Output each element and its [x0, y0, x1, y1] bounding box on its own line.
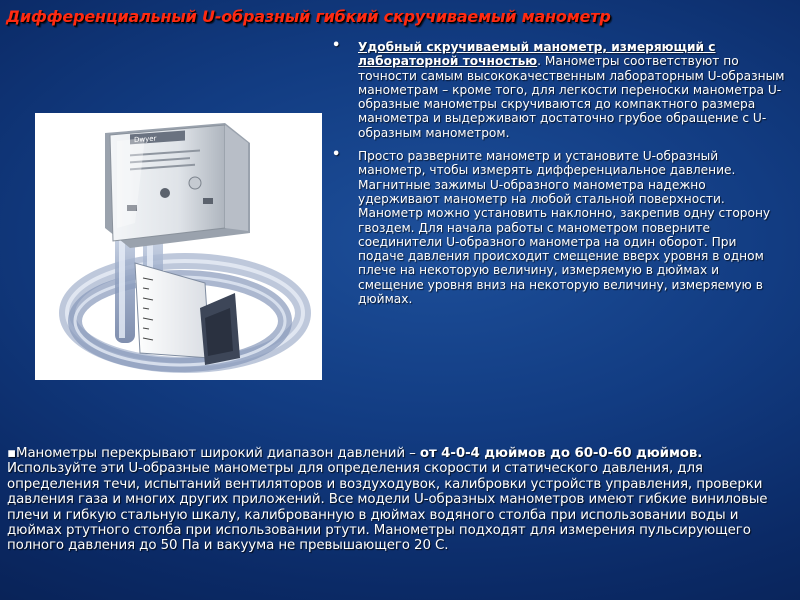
bullet-marker: • [332, 38, 341, 53]
manometer-illustration [35, 113, 322, 380]
bullet-1-text: . Манометры соответствуют по точности самым высококачественным лабораторным U-образным манометрам – кроме того, для легкости переноски манометра U-образные манометры скручиваются до компактного размера манометра и выдерживают достаточно грубое обращение с U-образным манометром. [358, 54, 785, 140]
bullet-2-text: Просто разверните манометр и установите U-образный манометр, чтобы измерять дифференциальное давление. Магнитные зажимы U-образного манометра надежно удерживают манометр на любой стальной поверхности. Манометр можно установить наклонно, закрепив одну сторону гвоздем. Для начала работы с манометром поверните соединители U-образного манометра на один оборот. При подаче давления происходит смещение вверх уровня в одном плече на некоторую величину, измеряемую в дюймах и смещение уровня вниз на некоторую величину, измеряемую в дюймах. [358, 149, 771, 307]
bottom-part-3: Используйте эти U-образные манометры для определения скорости и статического давления, для определения течи, испытаний вентиляторов и воздуходувок, калибровки устройств управления, проверки давления газа и многих других приложений. Все модели U-образных манометров имеют гибкие виниловые плечи и гибкую стальную шкалу, калиброванную в дюймах водяного столба при использовании воды и дюймах ртутного столба при использовании ртути. Манометры подходят для измерения пульсирующего полного давления до 50 Па и вакуума не превышающего 20 С. [7, 461, 768, 554]
brand-label: Dwyer [134, 134, 157, 145]
manometer-photo [35, 113, 322, 380]
bottom-paragraph [7, 446, 795, 554]
bottom-pressure-range: от 4-0-4 дюймов до 60-0-60 дюймов. [419, 446, 703, 461]
bottom-part-1: Манометры перекрывают широкий диапазон давлений – [15, 446, 420, 461]
slide-title: Дифференциальный U-образный гибкий скручиваемый манометр [6, 7, 611, 26]
bullet-item-1 [330, 40, 785, 140]
bullet-item-2 [330, 149, 785, 306]
bottom-marker: ▪ [7, 446, 16, 461]
bullet-list [330, 40, 785, 315]
bullet-1-lead: Удобный скручиваемый манометр, измеряющий с лабораторной точностью [358, 40, 716, 69]
bullet-marker: • [332, 147, 341, 163]
